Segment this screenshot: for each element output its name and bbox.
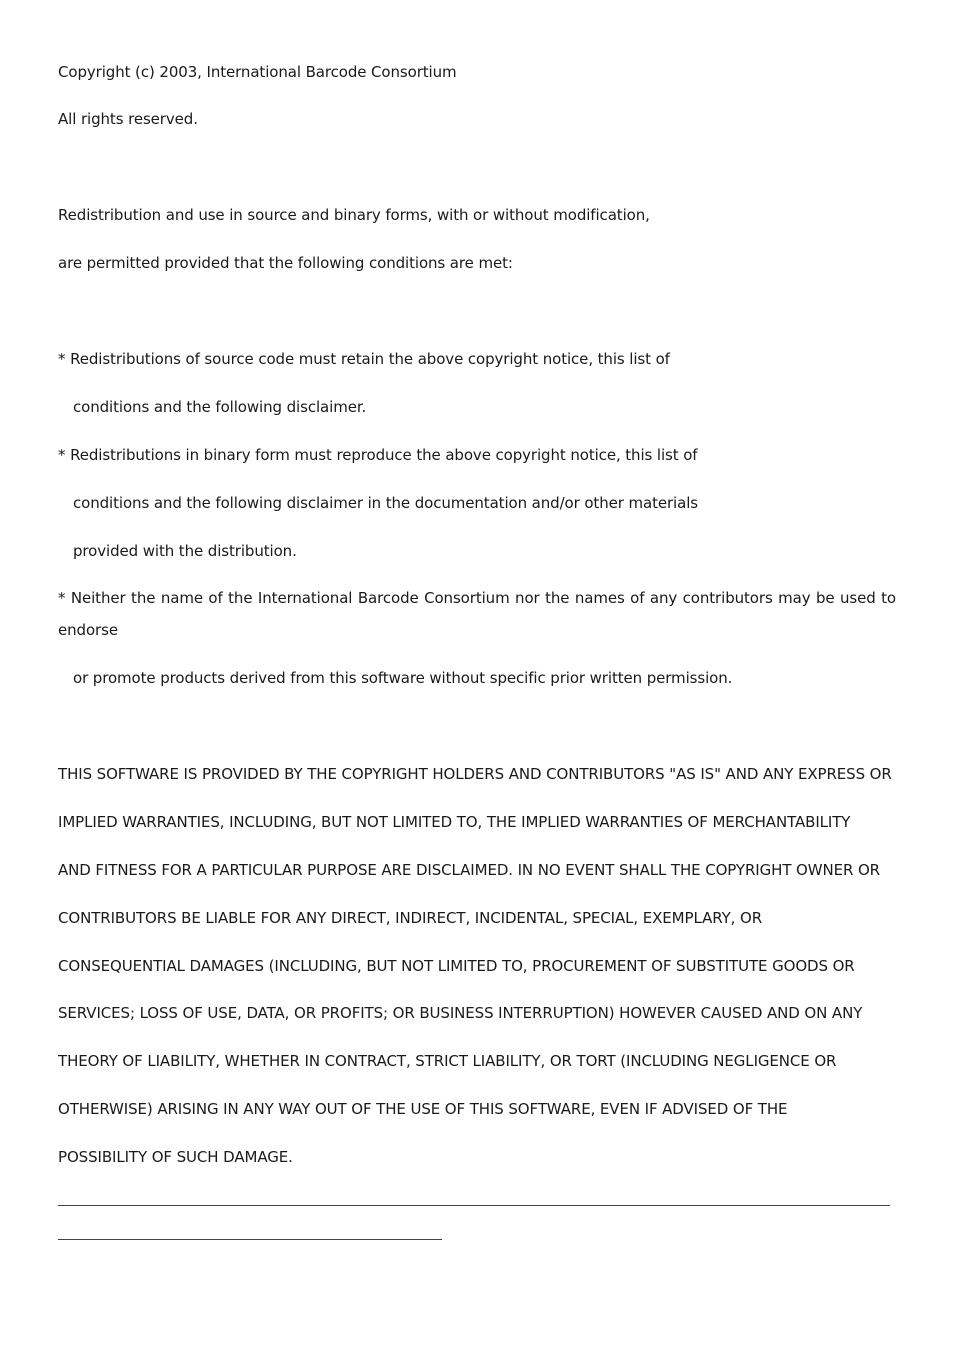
condition-2-line-2: conditions and the following disclaimer in the documentation and/or other materials bbox=[73, 494, 699, 512]
separator-rule-2 bbox=[58, 1239, 442, 1240]
condition-3-line-3: or promote products derived from this software without specific prior written permission. bbox=[73, 669, 733, 687]
condition-3-line-2: endorse bbox=[58, 621, 118, 639]
separator-rule-1 bbox=[58, 1205, 890, 1206]
disclaimer-line-8: OTHERWISE) ARISING IN ANY WAY OUT OF THE USE OF THIS SOFTWARE, EVEN IF ADVISED OF THE bbox=[58, 1100, 788, 1118]
disclaimer-line-3: AND FITNESS FOR A PARTICULAR PURPOSE ARE DISCLAIMED. IN NO EVENT SHALL THE COPYRIGHT OWNER OR bbox=[58, 861, 881, 879]
rights-reserved-line: All rights reserved. bbox=[58, 110, 198, 128]
condition-1-line-1: * Redistributions of source code must retain the above copyright notice, this list of bbox=[58, 350, 670, 368]
disclaimer-line-5: CONSEQUENTIAL DAMAGES (INCLUDING, BUT NOT LIMITED TO, PROCUREMENT OF SUBSTITUTE GOODS OR bbox=[58, 957, 855, 975]
condition-2-line-1: * Redistributions in binary form must reproduce the above copyright notice, this list of bbox=[58, 446, 698, 464]
disclaimer-line-4: CONTRIBUTORS BE LIABLE FOR ANY DIRECT, INDIRECT, INCIDENTAL, SPECIAL, EXEMPLARY, OR bbox=[58, 909, 763, 927]
copyright-line: Copyright (c) 2003, International Barcode Consortium bbox=[58, 63, 457, 81]
disclaimer-line-2: IMPLIED WARRANTIES, INCLUDING, BUT NOT LIMITED TO, THE IMPLIED WARRANTIES OF MERCHANTABILITY bbox=[58, 813, 851, 831]
disclaimer-line-6: SERVICES; LOSS OF USE, DATA, OR PROFITS; OR BUSINESS INTERRUPTION) HOWEVER CAUSED AND ON ANY bbox=[58, 1004, 863, 1022]
disclaimer-line-7: THEORY OF LIABILITY, WHETHER IN CONTRACT, STRICT LIABILITY, OR TORT (INCLUDING NEGLIGENCE OR bbox=[58, 1052, 837, 1070]
redistribution-intro-line-1: Redistribution and use in source and binary forms, with or without modification, bbox=[58, 206, 650, 224]
redistribution-intro-line-2: are permitted provided that the following conditions are met: bbox=[58, 254, 513, 272]
condition-2-line-3: provided with the distribution. bbox=[73, 542, 297, 560]
disclaimer-line-1: THIS SOFTWARE IS PROVIDED BY THE COPYRIGHT HOLDERS AND CONTRIBUTORS "AS IS" AND ANY EXPRESS OR bbox=[58, 765, 892, 783]
condition-1-line-2: conditions and the following disclaimer. bbox=[73, 398, 367, 416]
disclaimer-line-9: POSSIBILITY OF SUCH DAMAGE. bbox=[58, 1148, 293, 1166]
condition-3-line-1: * Neither the name of the International Barcode Consortium nor the names of any contributors may be used to bbox=[58, 589, 896, 607]
